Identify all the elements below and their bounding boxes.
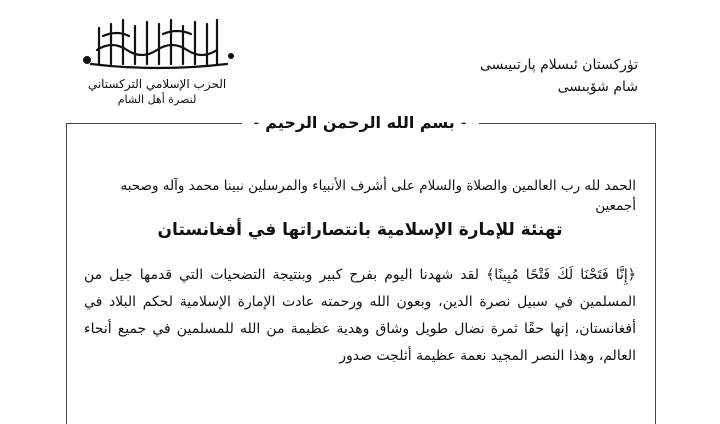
- party-name: الحزب الإسلامي التركستاني: [87, 77, 227, 91]
- paragraph-text: لقد شهدنا اليوم بفرح كبير وبنتيجة التضحيات التي قدمها جيل من المسلمين في سبيل نصرة الدين، وبعون الله ورحمته عادت الإمارة الإسلامية لحكم البلاد في أفغانستان، إنها حقًا ثمرة نضال طويل وشاق وهدية عظيمة من الله للمسلمين في جميع أنحاء العالم، وهذا النصر المجيد نعمة عظيمة أثلجت صدور: [84, 267, 636, 364]
- statement-title: تهنئة للإمارة الإسلامية بانتصاراتها في أفغانستان: [157, 220, 563, 240]
- uyghur-header: [398, 54, 638, 98]
- shahada-calligraphy-icon: [67, 14, 247, 76]
- uyghur-party-name: تۈركستان ئىسلام پارتىيىسى: [480, 57, 638, 73]
- opening-greeting: الحمد لله رب العالمين والصلاة والسلام على أشرف الأنبياء والمرسلين نبينا محمد وآله وصحبه أجمعين: [120, 178, 636, 214]
- uyghur-branch-name: شام شۆبىسى: [557, 79, 638, 95]
- basmala-text: بسم الله الرحمن الرحيم: [261, 112, 458, 134]
- statement-paragraph: [84, 262, 636, 370]
- quran-verse: ﴿إِنَّا فَتَحْنَا لَكَ فَتْحًا مُبِينًا﴾: [486, 267, 637, 283]
- basmala-heading: -بسم الله الرحمن الرحيم-: [0, 112, 720, 134]
- party-subtitle: لنصرة أهل الشام: [117, 93, 197, 106]
- party-logo: [62, 14, 252, 126]
